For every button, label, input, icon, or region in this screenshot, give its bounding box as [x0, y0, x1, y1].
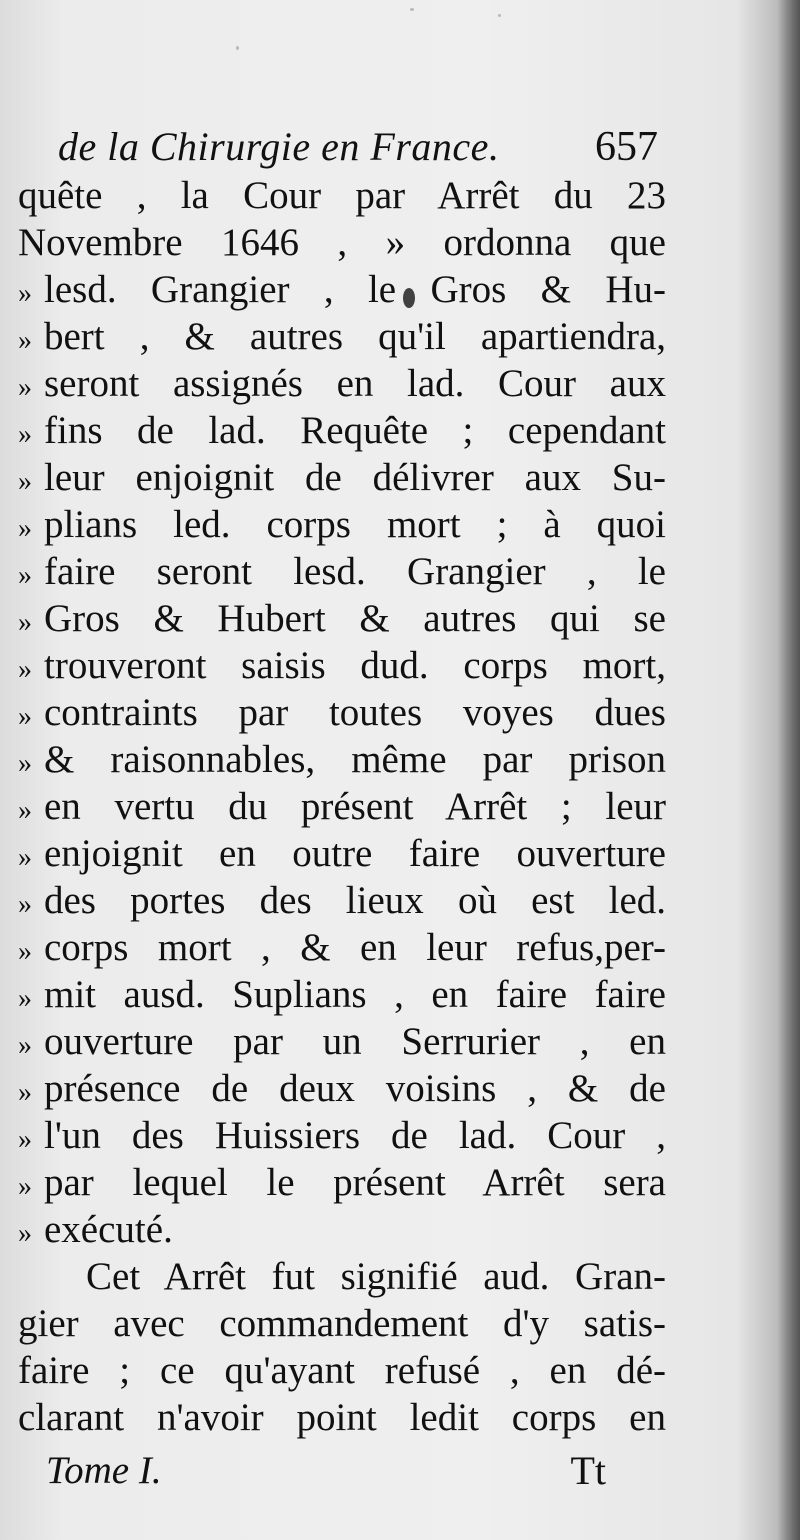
line-text: par lequel le présent Arrêt sera	[44, 1161, 666, 1204]
text-line	[18, 595, 666, 642]
quotation-mark: »	[18, 842, 32, 873]
text-line	[18, 830, 666, 877]
line-text: plians led. corps mort ; à quoi	[44, 503, 666, 546]
page-edge-shadow	[778, 0, 800, 1540]
quotation-mark: »	[18, 419, 32, 450]
text-line	[18, 1394, 666, 1441]
quotation-mark: »	[18, 1171, 32, 1202]
line-text: en vertu du présent Arrêt ; leur	[44, 785, 666, 828]
quotation-mark: »	[18, 936, 32, 967]
line-text: ouverture par un Serrurier , en	[44, 1020, 666, 1063]
text-line	[18, 1159, 666, 1206]
line-text: Cet Arrêt fut signifié aud. Gran-	[86, 1255, 666, 1298]
quotation-mark: »	[18, 795, 32, 826]
quotation-mark: »	[18, 889, 32, 920]
line-text: contraints par toutes voyes dues	[44, 691, 666, 734]
quotation-mark: »	[18, 513, 32, 544]
line-text: présence de deux voisins , & de	[44, 1067, 666, 1110]
text-line	[18, 642, 666, 689]
quotation-mark: »	[18, 654, 32, 685]
volume-label: Tome I.	[46, 1449, 162, 1492]
page-header	[58, 122, 658, 172]
text-line	[18, 219, 666, 266]
line-text: leur enjoignit de délivrer aux Su-	[44, 456, 666, 499]
line-text: lesd. Grangier , le Gros & Hu-	[44, 268, 666, 311]
quotation-mark: »	[18, 560, 32, 591]
ink-speck	[236, 46, 239, 50]
quotation-mark: »	[18, 372, 32, 403]
text-line	[18, 1300, 666, 1347]
text-line	[18, 360, 666, 407]
quotation-mark: »	[18, 748, 32, 779]
quotation-mark: »	[18, 1218, 32, 1249]
quotation-mark: »	[18, 325, 32, 356]
line-text: faire ; ce qu'ayant refusé , en dé-	[18, 1349, 666, 1392]
text-line	[18, 266, 666, 313]
line-text: exécuté.	[44, 1208, 173, 1251]
quotation-mark: »	[18, 983, 32, 1014]
text-line	[18, 736, 666, 783]
line-text: enjoignit en outre faire ouverture	[44, 832, 666, 875]
text-line	[18, 971, 666, 1018]
line-text: fins de lad. Requête ; cependant	[44, 409, 666, 452]
running-title: de la Chirurgie en France.	[58, 124, 500, 169]
line-text: quête , la Cour par Arrêt du 23	[18, 174, 666, 217]
signature-mark: Tt	[570, 1448, 606, 1493]
text-line	[18, 924, 666, 971]
line-text: des portes des lieux où est led.	[44, 879, 666, 922]
text-line	[18, 877, 666, 924]
quotation-mark: »	[18, 1077, 32, 1108]
text-line	[18, 501, 666, 548]
text-line	[18, 1065, 666, 1112]
line-text: & raisonnables, même par prison	[44, 738, 666, 781]
text-line	[18, 1253, 666, 1300]
text-line	[18, 1347, 666, 1394]
text-line	[18, 454, 666, 501]
line-text: l'un des Huissiers de lad. Cour ,	[44, 1114, 666, 1157]
ink-speck	[498, 14, 501, 17]
text-line	[18, 1206, 666, 1253]
page-number: 657	[595, 124, 658, 170]
quotation-mark: »	[18, 1124, 32, 1155]
text-line	[18, 783, 666, 830]
line-text: faire seront lesd. Grangier , le	[44, 550, 666, 593]
quotation-mark: »	[18, 701, 32, 732]
line-text: mit ausd. Suplians , en faire faire	[44, 973, 666, 1016]
quotation-mark: »	[18, 607, 32, 638]
text-line	[18, 407, 666, 454]
line-text: Gros & Hubert & autres qui se	[44, 597, 666, 640]
line-text: clarant n'avoir point ledit corps en	[18, 1396, 666, 1439]
body-text	[18, 172, 666, 1441]
line-text: bert , & autres qu'il apartiendra,	[44, 315, 666, 358]
quotation-mark: »	[18, 466, 32, 497]
text-line	[18, 689, 666, 736]
line-text: gier avec commandement d'y satis-	[18, 1302, 666, 1345]
text-line	[18, 1018, 666, 1065]
text-line	[18, 313, 666, 360]
line-text: trouveront saisis dud. corps mort,	[44, 644, 666, 687]
text-line	[18, 548, 666, 595]
text-line	[18, 172, 666, 219]
ink-speck	[410, 8, 414, 11]
line-text: Novembre 1646 , » ordonna que	[18, 221, 666, 264]
line-text: corps mort , & en leur refus,per-	[44, 926, 666, 969]
line-text: seront assignés en lad. Cour aux	[44, 362, 666, 405]
page-footer	[46, 1446, 606, 1496]
quotation-mark: »	[18, 278, 32, 309]
quotation-mark: »	[18, 1030, 32, 1061]
text-line	[18, 1112, 666, 1159]
